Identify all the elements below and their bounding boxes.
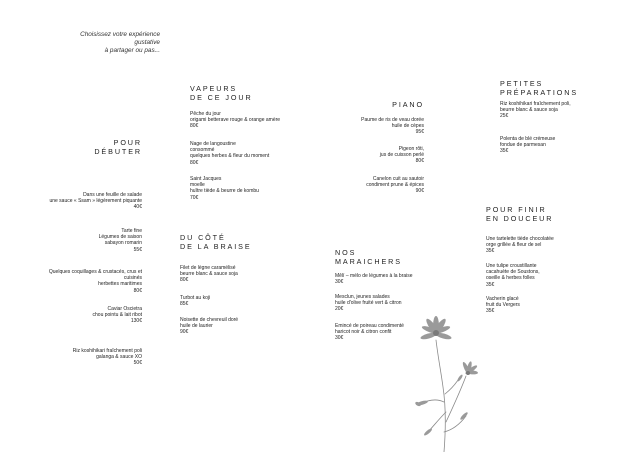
item-price: 90€ — [415, 188, 424, 195]
menu-item: Mêlí – mélo de légumes à la braise 30€ — [335, 273, 445, 285]
menu-item: Saint Jacques moelle huître tiède & beurre de kombu 70€ — [190, 176, 330, 201]
menu-intro — [50, 31, 160, 55]
item-price: 80€ — [180, 277, 189, 284]
menu-item: Paume de ris de veau dorée huile de cèpes 95€ — [320, 117, 424, 136]
item-price: 35€ — [500, 148, 509, 155]
menu-item: Dans une feuille de salade une sauce « Ssam » légèrement piquante 40€ — [20, 192, 142, 211]
flower-illustration-icon — [408, 312, 490, 452]
menu-item: Riz koshihikari fraîchement poli, beurre blanc & sauce soja 25€ — [500, 101, 620, 120]
section-title-piano: PIANO — [392, 100, 424, 109]
menu-item: Noisette de chevreuil doré huile de laurier 90€ — [180, 317, 310, 336]
intro-line: à partager ou pas... — [104, 47, 160, 54]
section-title-pour-debuter: POUR DÉBUTER — [94, 138, 142, 156]
item-price: 25€ — [500, 113, 509, 120]
menu-item: Mesclun, jeunes salades huile d'olive fruité vert & citron 20€ — [335, 294, 445, 313]
menu-item: Canelon cuit au sautoir condiment prune & épices 90€ — [320, 176, 424, 195]
intro-line: Choisissez votre expérience — [80, 31, 160, 38]
menu-item: Riz koshihikari fraîchement poli galanga & sauce XO 50€ — [20, 348, 142, 367]
menu-item: Pêche du jour origami betterave rouge & orange amère 80€ — [190, 111, 330, 130]
item-price: 35€ — [486, 248, 495, 255]
item-price: 55€ — [133, 246, 142, 253]
item-price: 85€ — [180, 301, 189, 308]
section-title-vapeurs: VAPEURS DE CE JOUR — [190, 84, 253, 102]
menu-item: Caviar Oscietra chou pointu & lait ribot 130€ — [20, 306, 142, 325]
menu-item: Pigeon rôti, jus de cuisson perlé 80€ — [320, 146, 424, 165]
section-title-maraichers: NOS MARAICHERS — [335, 248, 402, 266]
section-title-petites-preparations: PETITES PRÉPARATIONS — [500, 79, 579, 97]
item-price: 35€ — [486, 308, 495, 315]
item-price: 30€ — [335, 279, 344, 286]
item-price: 50€ — [133, 360, 142, 367]
menu-item: Quelques coquillages & crustacés, crus et cuisinés herbettes maritimes 80€ — [20, 269, 142, 294]
item-price: 20€ — [335, 306, 344, 313]
item-price: 90€ — [180, 329, 189, 336]
intro-line: gustative — [134, 39, 160, 46]
menu-item: Une tulipe croustillante cacahuète de Soustons, oseille & herbes folles 35€ — [486, 263, 606, 288]
menu-item: Une tartelette tiède chocolatée orge grillée & fleur de sel 35€ — [486, 236, 606, 255]
menu-item: Vacherin glacé fruit du Vergers 35€ — [486, 296, 606, 315]
item-price: 30€ — [335, 335, 344, 342]
item-price: 80€ — [190, 123, 199, 130]
item-price: 35€ — [486, 281, 495, 288]
item-price: 95€ — [415, 129, 424, 136]
menu-item: Polenta de blé crémeuse fondue de parmesan 35€ — [500, 136, 620, 155]
menu-item: Nage de langoustine consommé quelques herbes & fleur du moment 80€ — [190, 141, 330, 166]
menu-item: Tarte fine Légumes de saison sabayon romarin 55€ — [20, 228, 142, 253]
menu-item: Emincé de poireau condimenté haricot noir & citron confit 30€ — [335, 323, 445, 342]
section-title-braise: DU CÔTÉ DE LA BRAISE — [180, 233, 252, 251]
item-price: 70€ — [190, 194, 199, 201]
item-price: 40€ — [133, 204, 142, 211]
section-title-douceur: POUR FINIR EN DOUCEUR — [486, 205, 554, 223]
item-price: 80€ — [190, 159, 199, 166]
item-price: 80€ — [133, 287, 142, 294]
item-price: 80€ — [415, 158, 424, 165]
item-price: 130€ — [130, 318, 142, 325]
menu-item: Filet de lègne caramélisé beurre blanc & sauce soja 80€ — [180, 265, 310, 284]
menu-item: Turbot au koji 85€ — [180, 295, 310, 307]
